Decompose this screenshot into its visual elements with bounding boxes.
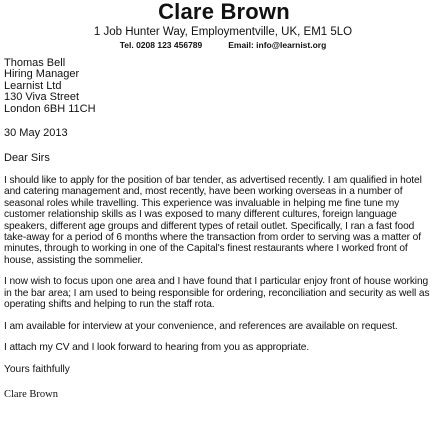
body-paragraph-4: I attach my CV and I look forward to hearing from you as appropriate. (4, 341, 310, 353)
recipient-city: London 6BH 11CH (4, 102, 96, 115)
sender-address: 1 Job Hunter Way, Employmentville, UK, EM1 5LO (93, 26, 353, 38)
salutation: Dear Sirs (4, 152, 50, 165)
recipient-street: 130 Viva Street (4, 91, 80, 104)
sender-email: Email: info@learnist.org (228, 40, 327, 50)
closing: Yours faithfully (4, 364, 70, 376)
body-paragraph-3: I am available for interview at your convenience, and references are available on request. (4, 320, 398, 332)
signature: Clare Brown (4, 389, 58, 401)
sender-contact (4, 39, 430, 51)
sender-name: Clare Brown (158, 0, 290, 24)
body-paragraph-1: I should like to apply for the position of bar tender, as advertised recently. I am qualified in hotel and catering management and, most recently, have been working overseas in a number of seasonal roles while travelling. This experience was invaluable in helping me fine tune my customer relationship skills as I was exposed to many different cultures, foreign language speakers, different age groups and different types of retail outlet. Specifically, I ran a fast food take-away for a period of 6 months where the transaction from order to serving was a matter of minutes, through to working in one of the Capital's finest restaurants where I worked front of house, assisting the sommelier. (4, 175, 422, 266)
cover-letter (4, 0, 430, 401)
sender-tel: Tel. 0208 123 456789 (119, 40, 203, 50)
letter-date: 30 May 2013 (4, 127, 68, 140)
body-paragraph-2: I now wish to focus upon one area and I have found that I particular enjoy front of house working in the bar area; I am used to being responsible for ordering, reconciliation and security as well as operating shifts and helping to run the staff rota. (4, 276, 430, 311)
recipient-company: Learnist Ltd (4, 79, 62, 92)
recipient-name: Thomas Bell (4, 57, 66, 69)
recipient-block (4, 58, 430, 115)
recipient-title: Hiring Manager (4, 68, 80, 81)
